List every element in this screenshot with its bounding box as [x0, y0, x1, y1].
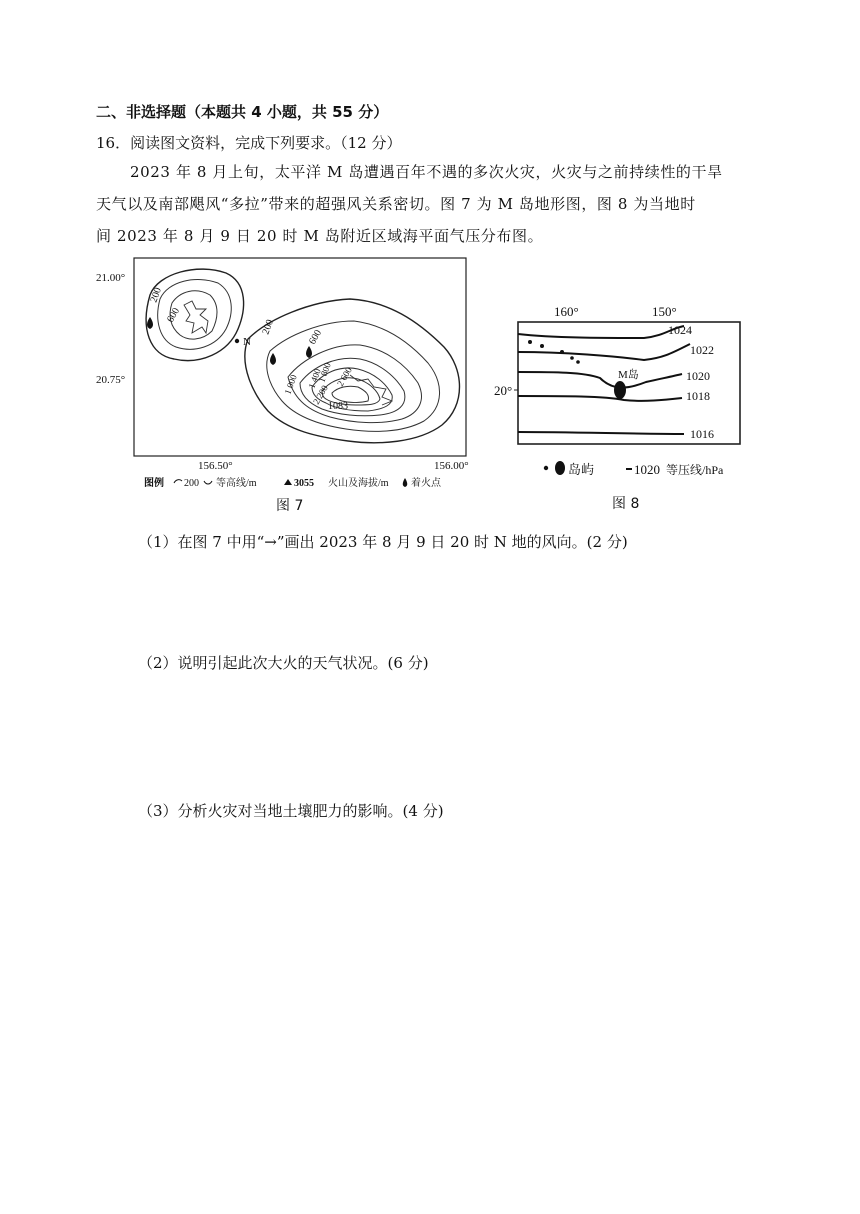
fig8-legend-isobar-text: 等压线/hPa: [666, 463, 724, 477]
fig8-lat-label: 20°: [494, 383, 513, 398]
fig8-isobar-label: 1018: [686, 389, 710, 403]
subquestion-1: （1）在图 7 中用“→”画出 2023 年 8 月 9 日 20 时 N 地的风向。(2 分): [138, 533, 628, 551]
subquestion-3: （3）分析火灾对当地土壤肥力的影响。(4 分): [138, 802, 444, 820]
fig7-lat-label: 20.75°: [96, 374, 126, 386]
fig7-contour-label: 200: [260, 318, 276, 337]
volcano-icon: [284, 479, 292, 485]
question-intro: 16．阅读图文资料，完成下列要求。（12 分）: [96, 134, 402, 152]
fig7-contour-label: 1 800: [316, 361, 333, 384]
fig8-isobar-label: 1016: [690, 427, 714, 441]
fig7-legend-fire-text: 着火点: [411, 478, 441, 489]
subquestion-2: （2）说明引起此次大火的天气状况。(6 分): [138, 654, 429, 672]
fig7-legend-contour-text: 等高线/m: [216, 478, 257, 489]
fig7-contour-label: 600: [165, 306, 183, 325]
fig7-lon-label: 156.00°: [434, 460, 469, 472]
fig7-contour-label: 200: [148, 286, 164, 305]
fig8-isobar-label: 1024: [668, 323, 692, 337]
fig7-legend-volcano-value: 3055: [294, 478, 314, 489]
fig7-contour-label: 600: [307, 328, 325, 347]
fig7-legend-contour-value: 200: [184, 478, 199, 489]
fig7-point-n: N: [243, 336, 251, 348]
figure-7-terrain-map: [88, 255, 488, 490]
figure-8-pressure-map: [494, 298, 754, 484]
fig7-contour-label: 2 600: [335, 365, 354, 388]
fig8-isobar-label: 1020: [686, 369, 710, 383]
fig7-lon-label: 156.50°: [198, 460, 233, 472]
question-paragraph-line: 2023 年 8 月上旬，太平洋 M 岛遭遇百年不遇的多次火灾，火灾与之前持续性的干旱: [130, 163, 723, 181]
fig7-contour-label: 1 400: [306, 367, 323, 390]
fig8-island-label: M岛: [618, 369, 639, 381]
fig7-lat-label: 21.00°: [96, 272, 126, 284]
fig8-legend-isobar-value: 1020: [634, 462, 660, 477]
section-heading: 二、非选择题（本题共 4 小题，共 55 分）: [96, 103, 389, 121]
fig7-legend-title: 图例: [144, 478, 164, 489]
fig7-contour-label: 2 200: [311, 383, 330, 406]
question-paragraph-line: 间 2023 年 8 月 9 日 20 时 M 岛附近区域海平面气压分布图。: [96, 227, 544, 245]
fig8-lon-label: 160°: [554, 304, 579, 319]
fire-icon: [403, 478, 408, 487]
figure-8-caption: 图 8: [612, 496, 640, 512]
fig8-legend-island-text: 岛屿: [568, 462, 595, 477]
fig7-peak-label: 1083: [328, 401, 348, 412]
question-paragraph-line: 天气以及南部飓风“多拉”带来的超强风关系密切。图 7 为 M 岛地形图，图 8 为当地时: [96, 195, 696, 213]
fig8-lon-label: 150°: [652, 304, 677, 319]
fig8-isobar-label: 1022: [690, 343, 714, 357]
figure-7-caption: 图 7: [276, 498, 304, 514]
island-icon: [555, 461, 565, 475]
fig7-contour-label: 1 000: [282, 373, 299, 396]
fig7-legend-volcano-text: 火山及海拔/m: [328, 478, 389, 489]
